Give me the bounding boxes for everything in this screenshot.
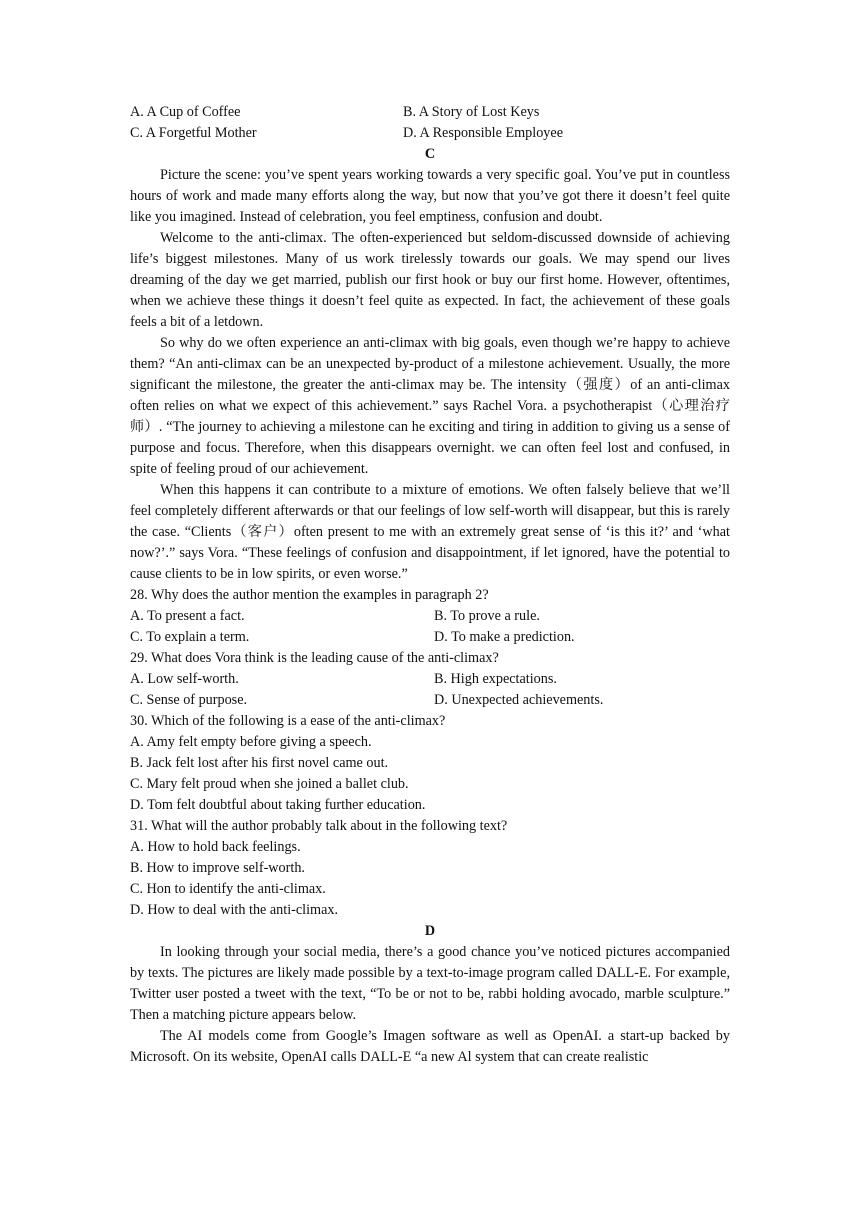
option-a: A. How to hold back feelings. — [130, 839, 301, 855]
question-stem: 29. What does Vora think is the leading cause of the anti-climax? — [130, 650, 499, 666]
option-row — [130, 606, 730, 627]
option-c: C. Sense of purpose. — [130, 692, 248, 708]
option-row — [130, 627, 730, 648]
option-c: C. To explain a term. — [130, 629, 250, 645]
passage-d-paragraph-1: In looking through your social media, there’s a good chance you’ve noticed pictures accompanied by texts. The pictures are likely made possible by a text-to-image program called DALL-E. For example, Twitter user posted a tweet with the text, “To be or not to be, rabbi holding avocado, marble sculpture.” Then a matching picture appears below. — [130, 944, 730, 1023]
passage-c-paragraph-2: Welcome to the anti-climax. The often-experienced but seldom-discussed downside of achieving life’s biggest milestones. Many of us work tirelessly towards our goals. We may spend our lives dreaming of the day we get married, publish our first hook or buy our first home. However, oftentimes, when we achieve these things it doesn’t feel quite as expected. In fact, the achievement of these goals feels a bit of a letdown. — [130, 230, 730, 330]
option-row — [130, 102, 730, 123]
question-30 — [130, 711, 730, 816]
previous-question-options — [130, 102, 730, 144]
passage-c-paragraph-3: So why do we often experience an anti-climax with big goals, even though we’re happy to achieve them? “An anti-climax can be an unexpected by-product of a milestone achievement. Usually, the more significant the milestone, the greater the anti-climax may be. The intensity（强度）of an anti-climax often relies on what we expect of this achievement.” says Rachel Vora. a psychotherapist（心理治疗师）. “The journey to achieving a milestone can he exciting and tiring in addition to giving us a sense of purpose and focus. Therefore, when this disappears overnight. we can often feel lost and confused, in spite of feeling proud of our achievement. — [130, 335, 730, 477]
option-b: B. How to improve self-worth. — [130, 860, 305, 876]
option-c: C. Mary felt proud when she joined a ballet club. — [130, 776, 409, 792]
option-b: B. Jack felt lost after his first novel came out. — [130, 755, 389, 771]
option-d: D. To make a prediction. — [434, 629, 575, 645]
option-row — [130, 123, 730, 144]
section-d-heading: D — [424, 923, 436, 939]
question-28 — [130, 585, 730, 648]
option-c: C. Hon to identify the anti-climax. — [130, 881, 326, 897]
passage-d-paragraph-2: The AI models come from Google’s Imagen software as well as OpenAI. a start-up backed by Microsoft. On its website, OpenAI calls DALL-E “a new Al system that can create realistic — [130, 1028, 730, 1065]
question-31 — [130, 816, 730, 921]
option-d: D. Tom felt doubtful about taking further education. — [130, 797, 426, 813]
passage-c-paragraph-1: Picture the scene: you’ve spent years working towards a very specific goal. You’ve put in countless hours of work and made many efforts along the way, but now that you’ve got there it doesn’t feel quite like you imagined. Instead of celebration, you feel emptiness, confusion and doubt. — [130, 167, 730, 225]
option-row — [130, 669, 730, 690]
option-d: D. A Responsible Employee — [403, 125, 563, 141]
option-b: B. To prove a rule. — [434, 608, 540, 624]
question-29 — [130, 648, 730, 711]
option-row — [130, 690, 730, 711]
option-b: B. High expectations. — [434, 671, 557, 687]
option-a: A. To present a fact. — [130, 608, 245, 624]
option-c: C. A Forgetful Mother — [130, 125, 257, 141]
question-stem: 30. Which of the following is a ease of the anti-climax? — [130, 713, 446, 729]
question-stem: 31. What will the author probably talk about in the following text? — [130, 818, 508, 834]
passage-c-paragraph-4: When this happens it can contribute to a mixture of emotions. We often falsely believe that we’ll feel completely different afterwards or that our feelings of low self-worth will disappear, but this is rarely the case. “Clients（客户）often present to me with an extremely great sense of ‘is this it?’ and ‘what now?’.” says Vora. “These feelings of confusion and disappointment, if let ignored, have the potential to cause clients to be in low spirits, or even worse.” — [130, 482, 730, 582]
exam-page — [130, 102, 730, 1068]
option-b: B. A Story of Lost Keys — [403, 104, 540, 120]
option-a: A. Low self-worth. — [130, 671, 239, 687]
option-d: D. How to deal with the anti-climax. — [130, 902, 339, 918]
option-a: A. Amy felt empty before giving a speech. — [130, 734, 372, 750]
option-d: D. Unexpected achievements. — [434, 692, 604, 708]
option-a: A. A Cup of Coffee — [130, 104, 241, 120]
section-c-heading: C — [424, 146, 436, 162]
question-stem: 28. Why does the author mention the examples in paragraph 2? — [130, 587, 489, 603]
